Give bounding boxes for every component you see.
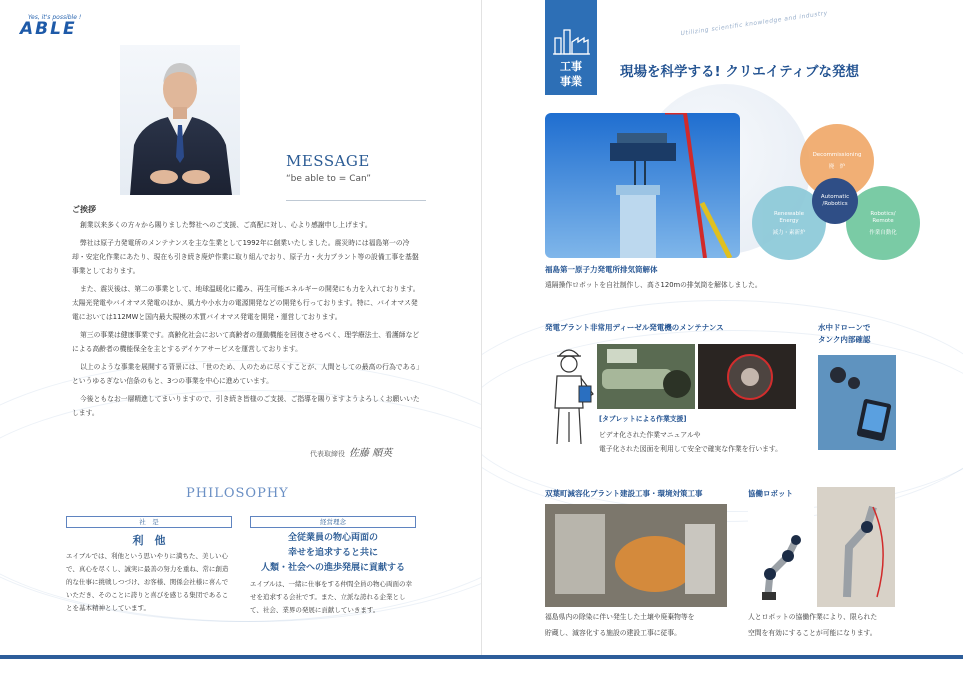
diesel-title: 発電プラント非常用ディーゼル発電機のメンテナンス [545, 323, 724, 332]
tablet-support-text-line: ビデオ化された作業マニュアルや [599, 431, 701, 439]
motto-heading: 利 他 [132, 534, 166, 547]
message-paragraph: また、震災後は、第二の事業として、地球温暖化に鑑み、再生可能エネルギーの開発にも力を入れております。太陽光発電やバイオマス発電のほか、風力や小水力の電源開発などの開発も行っております。特に、バイオマス発電においては112MWと国内最大規模の木質バイオマス発電を開発・運営しております。 [72, 285, 420, 321]
engine-room-illustration [597, 344, 695, 409]
message-paragraph: 第三の事業は健康事業です。高齢化社会において高齢者の運動機能を回復させるべく、理学療法士、看護師などによる高齢者の機能保全を主とするデイケアサービスを運営しております。 [72, 331, 420, 353]
drone-title-line: タンク内部確認 [818, 335, 871, 344]
drone-illustration [818, 355, 896, 450]
management-heading-line: 人類・社会への進歩発展に貢献する [260, 563, 405, 573]
motto-column [66, 516, 232, 615]
circle-en-label: Decommissioning [812, 152, 862, 158]
message-paragraph: 弊社は原子力発電所のメンテナンスを主な生業として1992年に創業いたしました。震災時には福島第一の冷却・安定化作業にあたり、現在も引き続き廃炉作業に取り組んでおり、原子力・火力プラント等の設備工事を基盤事業としております。 [72, 239, 419, 275]
collab-robot-photo [748, 504, 814, 607]
robot-worker-photo [817, 487, 895, 607]
underwater-drone-photo [818, 355, 896, 450]
collab-robot-text-line: 空間を有効にすることが可能になります。 [748, 629, 877, 637]
reduction-plant-title: 双葉町減容化プラント建設工事・環境対策工事 [545, 489, 703, 498]
automatic-robotics-circle [812, 178, 858, 224]
construction-tag [545, 0, 597, 95]
construction-tag-line: 事業 [560, 75, 582, 88]
generator-interior-illustration [698, 344, 796, 409]
management-tag: 経営理念 [250, 516, 416, 528]
message-body [72, 218, 420, 424]
exhaust-stack-illustration [545, 113, 740, 258]
signature [310, 444, 392, 459]
message-divider [286, 200, 426, 201]
reduction-plant-photo [545, 504, 727, 607]
message-paragraph: 創業以来多くの方々から賜りました弊社へのご支援、ご高配に対し、心より感謝申し上げます。 [80, 221, 372, 229]
management-text: エイブルは、一緒に仕事をする仲間全員の物心両面の幸せを追求する会社です。また、立派な誇れる企業として、社会、業界の発展に貢献していきます。 [250, 580, 413, 614]
drone-title-line: 水中ドローンで [818, 323, 871, 332]
circle-en-label: Renewable Energy [773, 210, 805, 224]
motto-tag: 社 是 [66, 516, 232, 528]
robot-arm-illustration [748, 504, 814, 607]
factory-icon [545, 20, 597, 60]
circle-jp-label: 廃 炉 [828, 164, 846, 170]
motto-text: エイブルでは、利他という思いやりに満ちた、美しい心で、真心を尽くし、誠実に最善の努力を重ね、常に創造的な仕事に挑戦しつづけ、お客様、関係会社様に喜んでいただき、そのことに誇りと喜びを感じる集団であることを基本精神としています。 [66, 552, 229, 612]
collab-robot-title: 協働ロボット [748, 489, 793, 498]
message-title: MESSAGE [286, 152, 370, 170]
message-subtitle: “be able to = Can” [286, 174, 371, 184]
able-logo [20, 14, 81, 37]
diesel-engine-photo [597, 344, 695, 409]
logo-word: ABLE [20, 19, 77, 39]
president-photo [120, 45, 240, 195]
worker-with-tablet-icon [543, 342, 595, 447]
reduction-plant-text-line: 貯蔵し、減容化する施設の建設工事に従事。 [545, 629, 681, 637]
stack-caption-text: 遠隔操作ロボットを自社制作し、高さ120mの排気筒を解体しました。 [545, 281, 762, 289]
circle-en-label: Robotics/ Remote [870, 210, 896, 224]
signer-title: 代表取締役 [310, 450, 345, 458]
message-paragraph: 以上のような事業を展開する背景には、「世のため、人のために尽くすことが、人間としての最高の行為である」というゆるぎない信条のもと、3つの事業を中心に進めています。 [72, 363, 420, 385]
collab-robot-text-line: 人とロボットの協働作業により、限られた [748, 613, 878, 621]
construction-tag-line: 工事 [560, 60, 582, 73]
logo-tagline: Yes, it's possible ! [28, 14, 82, 21]
circle-jp-label: 減力・素新炉 [772, 229, 806, 236]
management-heading [250, 531, 416, 576]
message-paragraph: 今後ともなお一層精進してまいりますので、引き続き皆様のご支援、ご指導を賜りますようよろしくお願いいたします。 [72, 395, 420, 417]
arc-caption: Utilizing scientific knowledge and industry [680, 9, 829, 38]
plant-interior-illustration [545, 504, 727, 607]
philosophy-title: PHILOSOPHY [186, 486, 289, 501]
management-heading-line: 全従業員の物心両面の [287, 533, 378, 543]
tablet-support-text-line: 電子化された図面を利用して安全で確実な作業を行います。 [599, 445, 782, 453]
exhaust-stack-photo [545, 113, 740, 258]
circle-en-label: Automatic /Robotics [820, 194, 850, 207]
greeting-heading: ご挨拶 [72, 205, 96, 214]
robot-worker-illustration [817, 487, 895, 607]
president-portrait-illustration [120, 45, 240, 195]
generator-photo [698, 344, 796, 409]
management-heading-line: 幸せを追求すると共に [287, 548, 378, 558]
reduction-plant-text-line: 福島県内の除染に伴い発生した土壌や廃棄物等を [545, 613, 695, 621]
construction-title: 現場を科学する! クリエイティブな発想 [620, 64, 860, 80]
management-column [250, 516, 416, 617]
circle-jp-label: 作業自動化 [869, 229, 897, 236]
stack-caption-title: 福島第一原子力発電所排気筒解体 [545, 265, 658, 274]
tablet-support-title: [タブレットによる作業支援] [599, 415, 687, 423]
signer-name: 佐藤 順英 [349, 448, 393, 459]
footer-blank [0, 659, 963, 680]
